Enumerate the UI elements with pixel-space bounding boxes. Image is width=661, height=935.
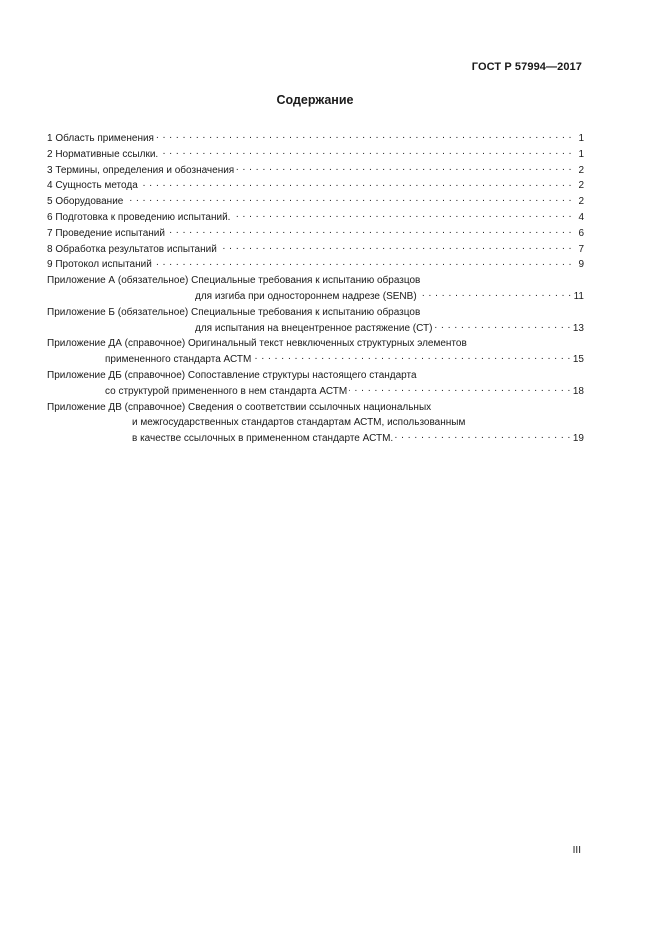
toc-entry-page: 18 xyxy=(572,385,584,397)
toc-entry-title: Приложение ДБ (справочное) Сопоставление структуры настоящего стандарта xyxy=(47,369,417,381)
dot-leader xyxy=(395,432,571,444)
toc-entry-title-continuation: со структурой примененного в нем стандарта АСТМ xyxy=(105,385,348,397)
toc-entry-page: 13 xyxy=(572,322,584,334)
toc-entry-title: 2 Нормативные ссылки. xyxy=(47,148,159,160)
toc-entry[interactable] xyxy=(47,242,584,258)
toc-title: Содержание xyxy=(276,93,354,107)
toc-entry-appendix[interactable] xyxy=(47,273,584,305)
toc-entry[interactable] xyxy=(47,163,584,179)
toc-entry-title-continuation: в качестве ссылочных в примененном стандарте АСТМ. xyxy=(132,433,394,445)
page-number: III xyxy=(572,845,581,856)
toc-entry-title: 3 Термины, определения и обозначения xyxy=(47,164,235,176)
toc-entry-title: 5 Оборудование xyxy=(47,196,124,208)
toc-entry-page: 2 xyxy=(578,180,584,192)
toc-entry-title: 7 Проведение испытаний xyxy=(47,227,165,239)
toc-entry-page: 19 xyxy=(572,433,584,445)
toc-entry-title: Приложение ДВ (справочное) Сведения о соответствии ссылочных национальных xyxy=(47,401,432,413)
toc-entry-appendix[interactable] xyxy=(47,305,584,337)
dot-leader xyxy=(160,148,572,160)
toc-entry[interactable] xyxy=(47,210,584,226)
toc-entry-title: Приложение Б (обязательное) Специальные требования к испытанию образцов xyxy=(47,306,421,318)
dot-leader xyxy=(349,385,571,397)
document-code: ГОСТ Р 57994—2017 xyxy=(471,61,582,73)
dot-leader xyxy=(167,227,572,239)
toc-entry-page: 2 xyxy=(578,196,584,208)
toc-entry-page: 7 xyxy=(578,243,584,255)
dot-leader xyxy=(125,195,572,207)
toc-entry-page: 9 xyxy=(578,259,584,271)
toc-entry-title: 4 Сущность метода xyxy=(47,180,138,192)
toc-entry-page: 11 xyxy=(573,290,584,302)
toc-entry-title-continuation: и межгосударственных стандартов стандартам АСТМ, использованным xyxy=(132,417,466,429)
toc-entry-title: Приложение А (обязательное) Специальные требования к испытанию образцов xyxy=(47,275,421,287)
toc-entry[interactable] xyxy=(47,226,584,242)
dot-leader xyxy=(154,258,572,270)
dot-leader xyxy=(232,211,572,223)
dot-leader xyxy=(219,242,572,254)
dot-leader xyxy=(434,321,570,333)
dot-leader xyxy=(140,179,572,191)
toc-entry-appendix[interactable] xyxy=(47,336,584,368)
toc-entry-title-continuation: для испытания на внецентренное растяжение (СТ) xyxy=(195,322,433,334)
toc-entry[interactable] xyxy=(47,178,584,194)
dot-leader xyxy=(156,132,572,144)
toc-entry-title: 9 Протокол испытаний xyxy=(47,259,152,271)
table-of-contents xyxy=(47,131,584,447)
toc-entry[interactable] xyxy=(47,194,584,210)
dot-leader xyxy=(419,290,572,302)
toc-entry-page: 1 xyxy=(578,133,584,144)
toc-entry[interactable] xyxy=(47,131,584,147)
toc-entry-page: 2 xyxy=(578,164,584,176)
toc-entry-page: 1 xyxy=(578,148,584,160)
toc-entry-page: 6 xyxy=(578,227,584,239)
toc-entry-title: 8 Обработка результатов испытаний xyxy=(47,243,217,255)
toc-entry-title: Приложение ДА (справочное) Оригинальный текст невключенных структурных элементов xyxy=(47,338,467,350)
toc-entry-appendix[interactable] xyxy=(47,368,584,400)
toc-entry[interactable] xyxy=(47,147,584,163)
toc-entry-title-continuation: для изгиба при одностороннем надрезе (SENB) xyxy=(195,290,417,302)
dot-leader xyxy=(236,163,572,175)
toc-entry[interactable] xyxy=(47,257,584,273)
toc-entry-page: 15 xyxy=(572,354,584,366)
toc-entry-title: 1 Область применения xyxy=(47,133,154,144)
toc-entry-appendix[interactable] xyxy=(47,400,584,447)
toc-entry-title-continuation: примененного стандарта АСТМ xyxy=(105,354,252,366)
toc-entry-title: 6 Подготовка к проведению испытаний. xyxy=(47,211,231,223)
dot-leader xyxy=(253,353,571,365)
toc-entry-page: 4 xyxy=(578,211,584,223)
